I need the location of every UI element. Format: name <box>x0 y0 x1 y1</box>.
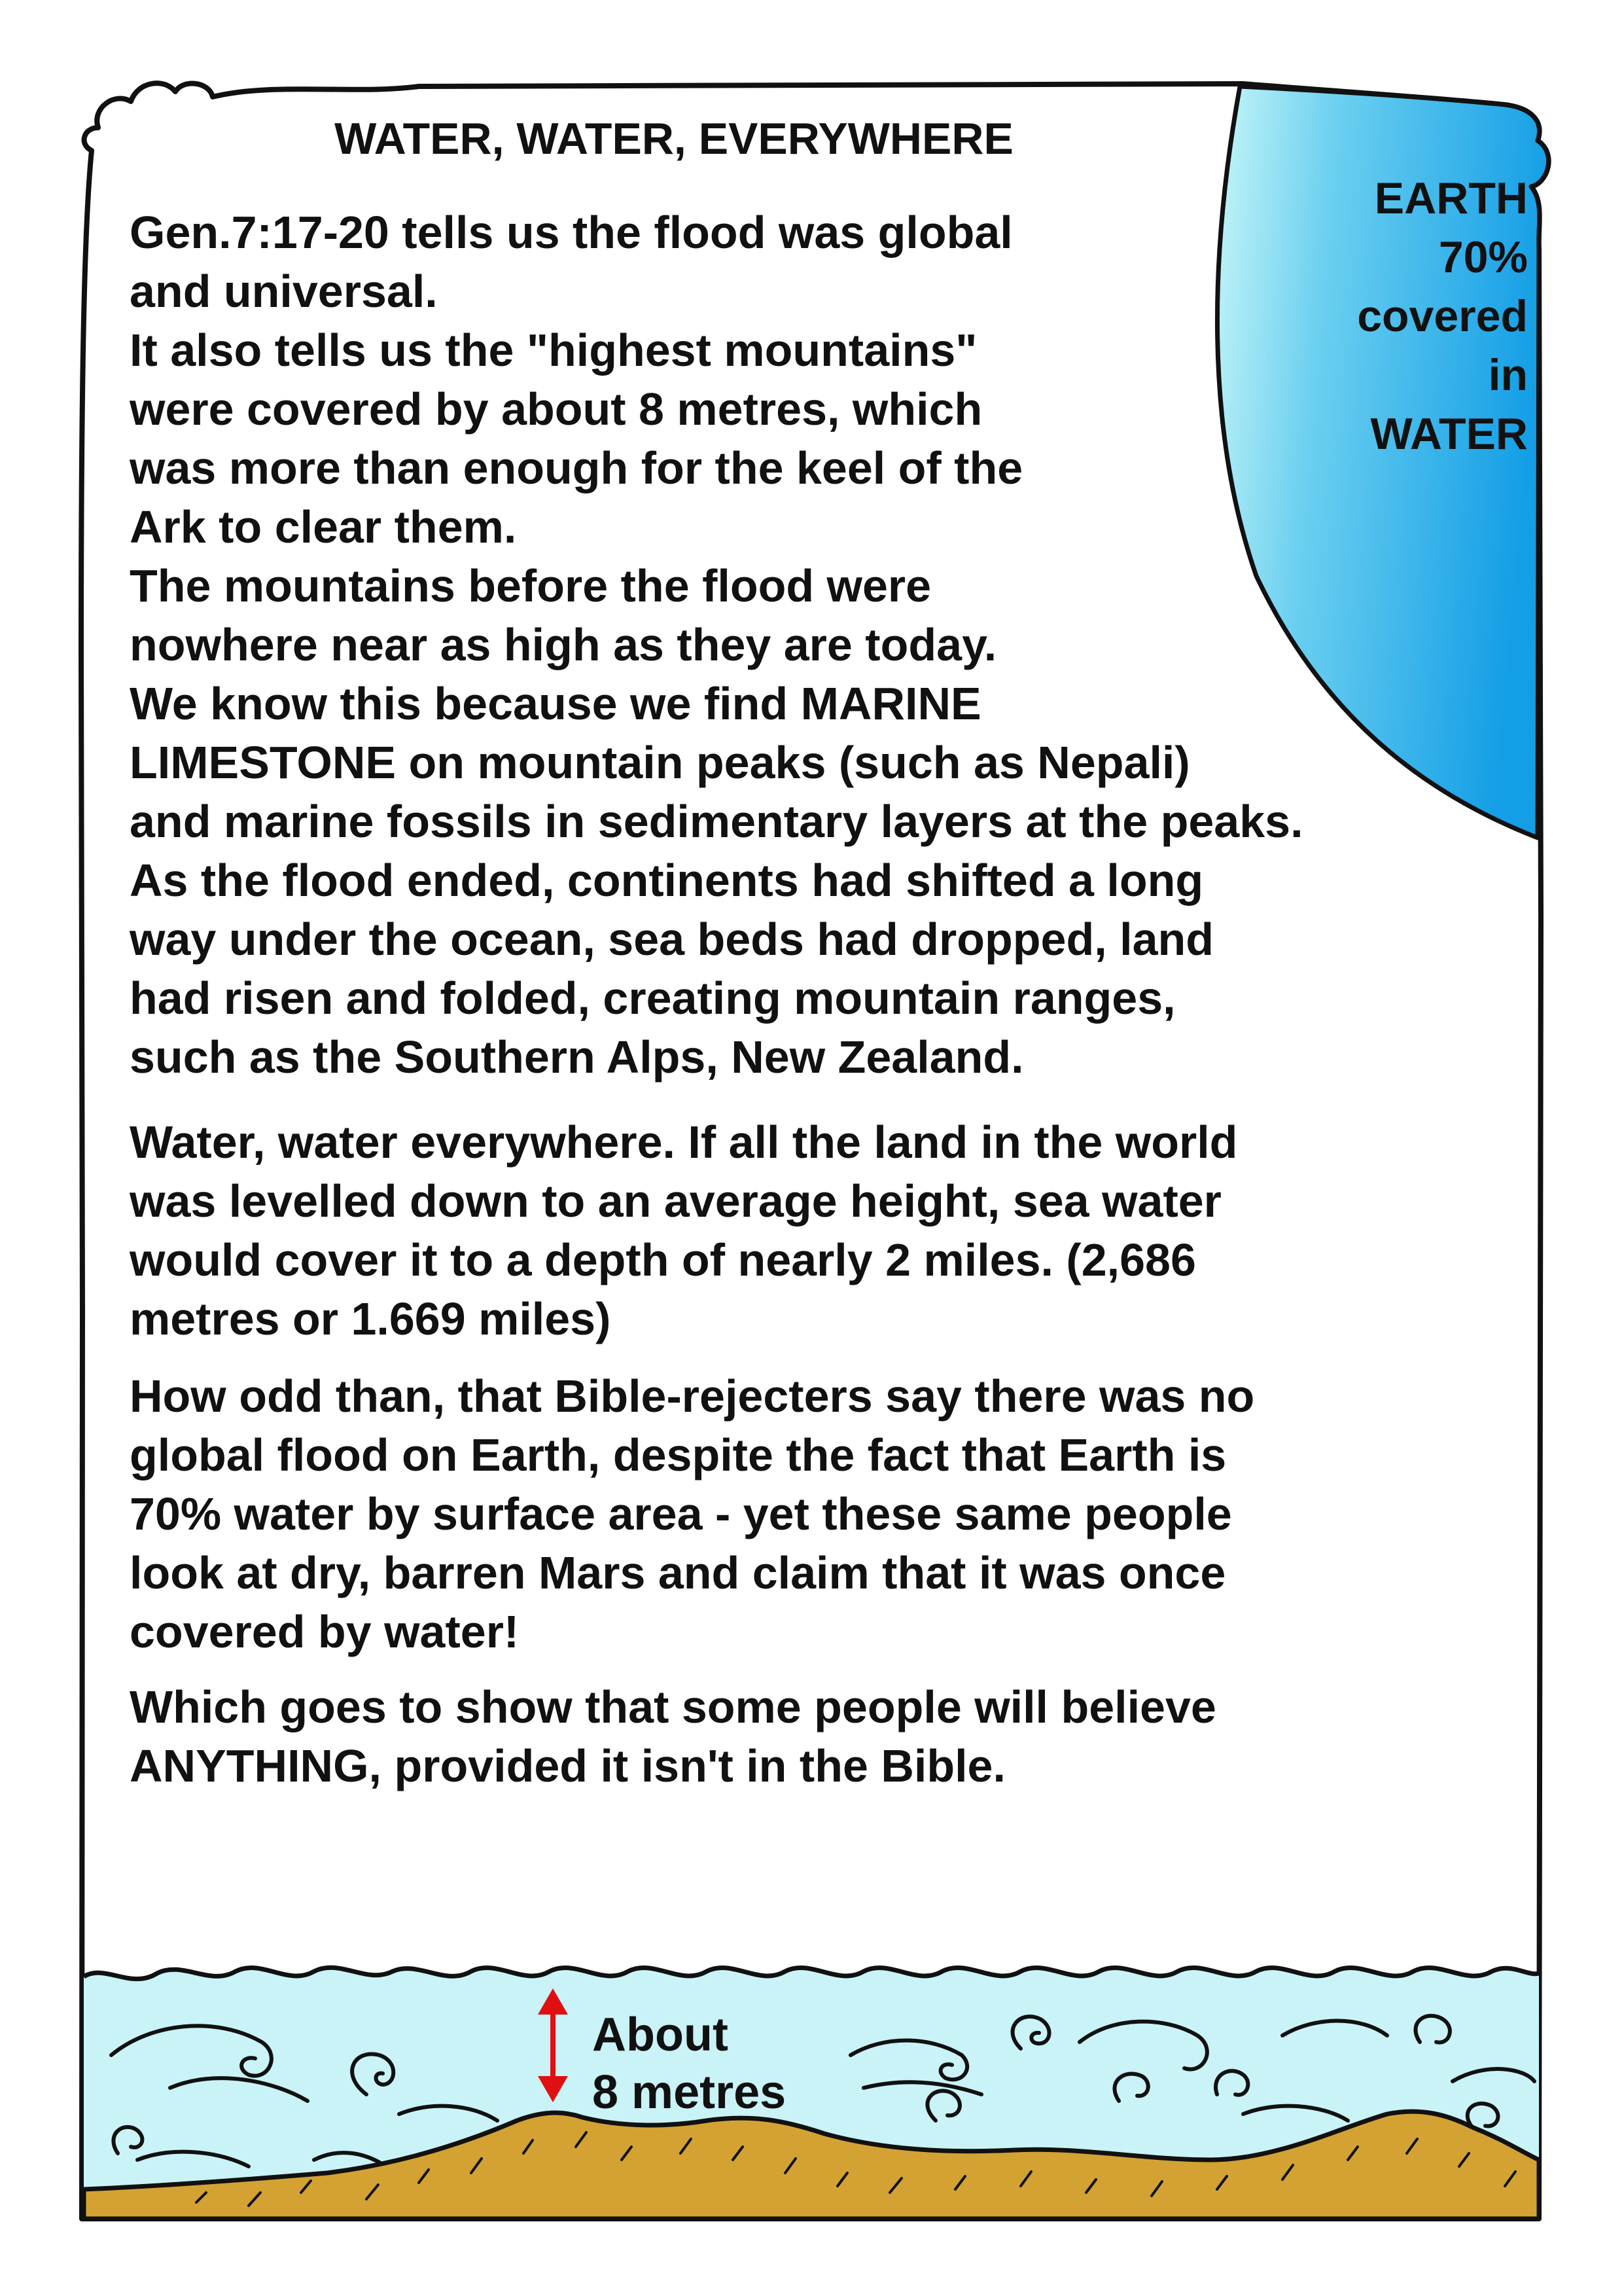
paragraph-line: was levelled down to an average height, sea water <box>130 1175 1222 1227</box>
paragraph-line: ANYTHING, provided it isn't in the Bible. <box>130 1740 1006 1791</box>
paragraph-line: 70% water by surface area - yet these same people <box>130 1488 1232 1539</box>
paragraph-line: We know this because we find MARINE <box>130 678 981 729</box>
paragraph-water-depth <box>130 1113 1237 1348</box>
paragraph-line: global flood on Earth, despite the fact that Earth is <box>130 1429 1227 1480</box>
earth-water-label <box>1282 169 1528 463</box>
earth-label-line: EARTH <box>1374 173 1528 223</box>
paragraph-line: look at dry, barren Mars and claim that it was once <box>130 1547 1226 1598</box>
paragraph-line: Water, water everywhere. If all the land in the world <box>130 1117 1238 1168</box>
paragraph-line: Which goes to show that some people will believe <box>130 1681 1216 1732</box>
earth-label-line: covered <box>1357 291 1528 341</box>
earth-label-line: in <box>1488 350 1528 400</box>
paragraph-line: It also tells us the "highest mountains" <box>130 325 978 376</box>
paragraph-line: way under the ocean, sea beds had dropped, land <box>130 914 1214 965</box>
page-title: WATER, WATER, EVERYWHERE <box>334 114 1014 164</box>
paragraph-line: metres or 1.669 miles) <box>130 1293 611 1344</box>
paragraph-line: The mountains before the flood were <box>130 560 932 611</box>
flood-scene <box>84 1967 1539 2219</box>
paragraph-line: How odd than, that Bible-rejecters say there was no <box>130 1371 1255 1422</box>
paragraph-line: covered by water! <box>130 1606 520 1657</box>
paragraph-line: nowhere near as high as they are today. <box>130 619 997 670</box>
paragraph-line: was more than enough for the keel of the <box>130 442 1023 493</box>
depth-label <box>592 2006 786 2121</box>
paragraph-line: would cover it to a depth of nearly 2 miles. (2,686 <box>130 1234 1196 1285</box>
paragraph-line: Ark to clear them. <box>130 501 517 552</box>
depth-label-line: 8 metres <box>592 2066 786 2119</box>
earth-label-line: 70% <box>1438 232 1528 282</box>
paragraph-line: As the flood ended, continents had shifted a long <box>130 855 1204 906</box>
paragraph-bible-rejecters <box>130 1367 1254 1661</box>
earth-label-line: WATER <box>1370 409 1528 459</box>
paragraph-line: LIMESTONE on mountain peaks (such as Nepali) <box>130 737 1190 788</box>
paragraph-flood-intro <box>130 203 1303 1086</box>
paragraph-line: were covered by about 8 metres, which <box>130 384 983 435</box>
paragraph-line: Gen.7:17-20 tells us the flood was global <box>130 207 1013 258</box>
paragraph-line: and marine fossils in sedimentary layers at the peaks. <box>130 796 1303 847</box>
paragraph-line: had risen and folded, creating mountain ranges, <box>130 973 1176 1024</box>
paragraph-line: such as the Southern Alps, New Zealand. <box>130 1031 1024 1083</box>
paragraph-conclusion <box>130 1677 1216 1795</box>
paragraph-line: and universal. <box>130 266 438 317</box>
depth-label-line: About <box>592 2009 728 2061</box>
